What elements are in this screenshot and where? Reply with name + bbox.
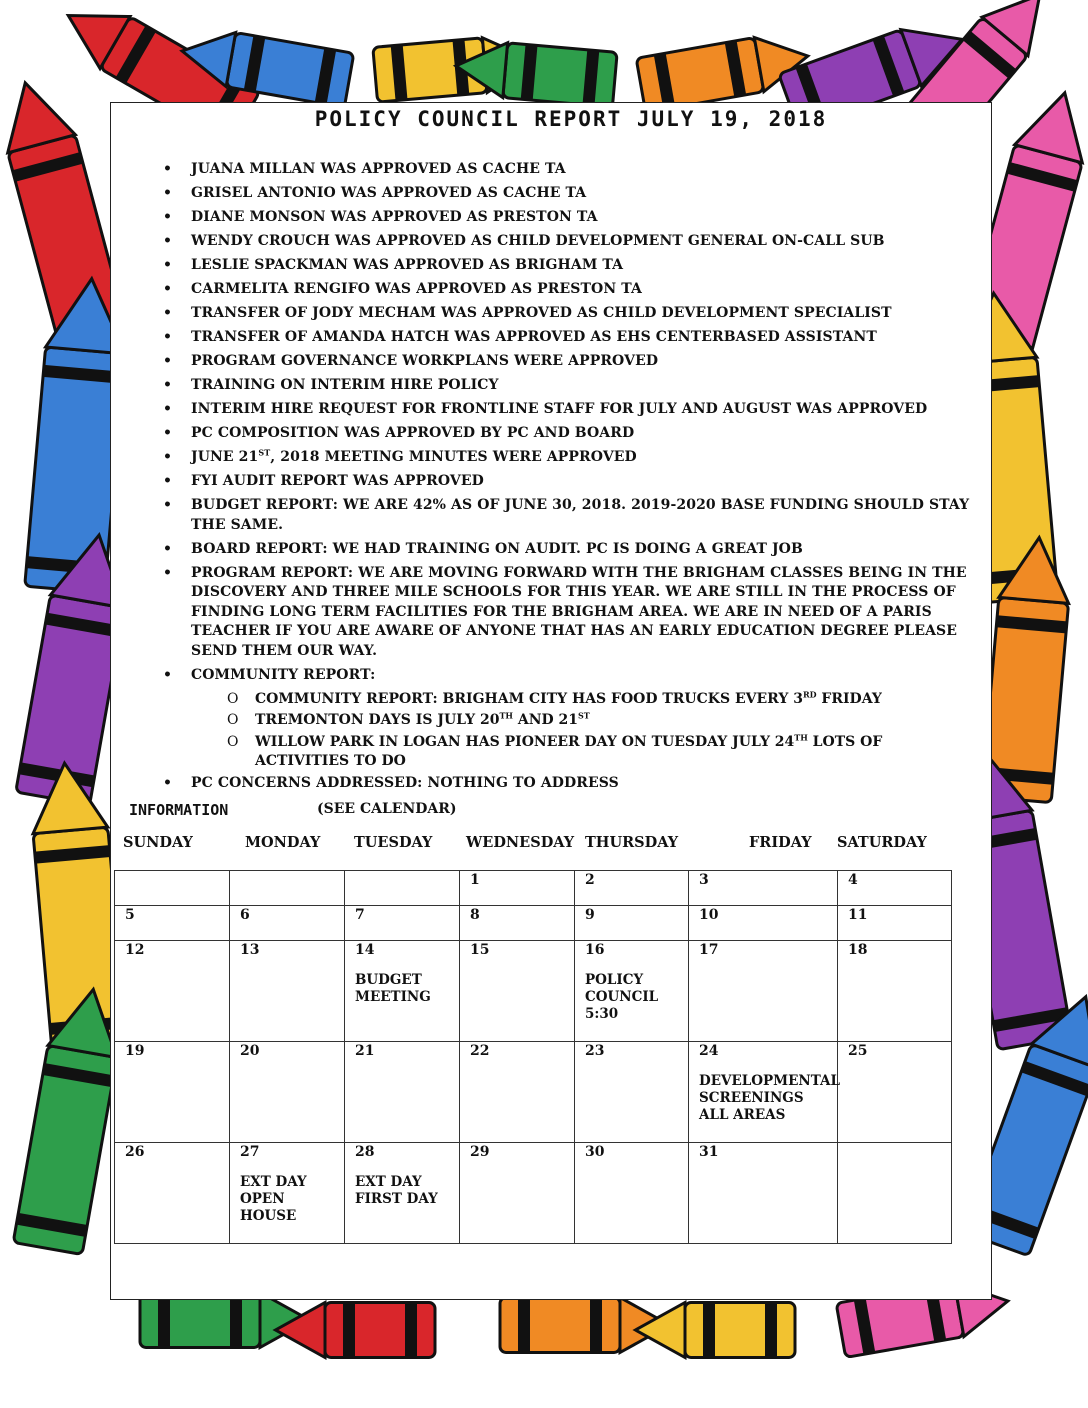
- day-number: 31: [699, 1144, 719, 1160]
- calendar-day-cell: [115, 906, 230, 941]
- bullet-icon: •: [163, 185, 173, 201]
- day-number: 25: [848, 1043, 868, 1059]
- bullet-icon: •: [163, 540, 173, 557]
- calendar-day-cell: [460, 871, 575, 906]
- calendar-event: EXT DAY FIRST DAY: [355, 1174, 438, 1207]
- bullet-icon: •: [163, 497, 173, 513]
- list-item: • TRANSFER OF AMANDA HATCH WAS APPROVED AS EHS CENTERBASED ASSISTANT: [151, 328, 981, 348]
- bullet-icon: •: [163, 401, 173, 417]
- list-item: • WENDY CROUCH WAS APPROVED AS CHILD DEVELOPMENT GENERAL ON-CALL SUB: [151, 232, 981, 252]
- bullet-icon: •: [163, 329, 173, 345]
- calendar-day-cell: [689, 1143, 838, 1244]
- crayon-shape: [636, 1303, 796, 1358]
- day-header: SUNDAY: [123, 834, 193, 851]
- day-number: 3: [699, 872, 709, 888]
- calendar-day-cell: [230, 941, 345, 1042]
- day-number: 21: [355, 1043, 375, 1059]
- list-item: • INTERIM HIRE REQUEST FOR FRONTLINE STAFF FOR JULY AND AUGUST WAS APPROVED: [151, 400, 981, 420]
- day-number: 26: [125, 1144, 145, 1160]
- calendar-day-cell: [460, 906, 575, 941]
- list-item: • PROGRAM REPORT: WE ARE MOVING FORWARD WITH THE BRIGHAM CLASSES BEING IN THE DISCOVERY AND THREE MILE SCHOOLS FOR THIS YEAR. WE ARE STILL IN THE PROCESS OF FINDING LONG TERM FACILITIES FOR THE BRIGHAM AREA. WE ARE IN NEED OF A PARIS TEACHER IF YOU ARE AWARE OF ANYONE THAT HAS AN EARLY EDUCATION DEGREE PLEASE SEND THEM OUR WAY.: [163, 564, 967, 659]
- list-item: • PC COMPOSITION WAS APPROVED BY PC AND BOARD: [151, 424, 981, 444]
- calendar-day-cell: [115, 1042, 230, 1143]
- calendar-day-cell: [838, 871, 952, 906]
- day-number: [355, 871, 459, 872]
- calendar-day-cell: [230, 871, 345, 906]
- day-number: [240, 871, 344, 872]
- day-header: MONDAY: [245, 834, 321, 851]
- calendar-day-cell: [838, 906, 952, 941]
- list-item: • LESLIE SPACKMAN WAS APPROVED AS BRIGHAM TA: [151, 256, 981, 276]
- list-item-pc-concerns: • PC CONCERNS ADDRESSED: NOTHING TO ADDRESS: [151, 774, 981, 794]
- day-number: 24: [699, 1043, 719, 1059]
- day-number: 28: [355, 1144, 375, 1160]
- day-number: 9: [585, 907, 595, 923]
- calendar-day-cell: [575, 941, 689, 1042]
- calendar-day-cell: [575, 906, 689, 941]
- calendar-day-cell: [115, 941, 230, 1042]
- calendar-day-cell: [575, 1042, 689, 1143]
- calendar-day-cell: [689, 906, 838, 941]
- bullet-icon: •: [163, 305, 173, 321]
- calendar-event: EXT DAY OPEN HOUSE: [240, 1174, 307, 1224]
- day-header: THURSDAY: [585, 834, 679, 851]
- calendar-grid: [114, 870, 952, 1244]
- day-number: 12: [125, 942, 145, 958]
- bullet-icon: •: [163, 257, 173, 273]
- list-item: • JUANA MILLAN WAS APPROVED AS CACHE TA: [151, 160, 981, 180]
- calendar-day-cell: [689, 1042, 841, 1143]
- list-item: • TRAINING ON INTERIM HIRE POLICY: [151, 376, 981, 396]
- list-item: • BUDGET REPORT: WE ARE 42% AS OF JUNE 30, 2018. 2019-2020 BASE FUNDING SHOULD STAY THE SAME.: [163, 497, 970, 533]
- day-number: 20: [240, 1043, 260, 1059]
- calendar-week: [115, 941, 952, 1042]
- calendar-day-cell: [689, 871, 838, 906]
- list-item: • CARMELITA RENGIFO WAS APPROVED AS PRESTON TA: [151, 280, 981, 300]
- calendar-day-cell: [230, 1143, 345, 1244]
- bullet-icon: •: [163, 666, 173, 683]
- calendar-day-cell: [460, 1042, 575, 1143]
- day-number: 22: [470, 1043, 490, 1059]
- day-header: SATURDAY: [837, 834, 927, 851]
- day-number: 4: [848, 872, 858, 888]
- list-item: • FYI AUDIT REPORT WAS APPROVED: [151, 472, 981, 492]
- see-calendar-note: (SEE CALENDAR): [317, 801, 457, 817]
- sub-bullet-icon: O: [227, 712, 239, 728]
- day-number: 2: [585, 872, 595, 888]
- day-number: [125, 871, 229, 872]
- sub-bullet-icon: O: [227, 690, 239, 707]
- calendar-event: POLICY COUNCIL 5:30: [585, 972, 659, 1022]
- day-number: 7: [355, 907, 365, 923]
- day-header: WEDNESDAY: [466, 834, 575, 851]
- day-number: 23: [585, 1043, 605, 1059]
- bullet-icon: •: [163, 353, 173, 369]
- day-number: 10: [699, 907, 719, 923]
- calendar-day-cell: [838, 1143, 952, 1244]
- calendar-event: BUDGET MEETING: [355, 972, 431, 1005]
- calendar-day-cell: [345, 1143, 460, 1244]
- sub-bullet-icon: O: [227, 733, 239, 750]
- bullet-icon: •: [163, 564, 173, 581]
- calendar-day-cell: [115, 1143, 230, 1244]
- community-sub-item: O TREMONTON DAYS IS JULY 20TH AND 21ST: [151, 711, 981, 731]
- calendar-day-cell: [115, 871, 230, 906]
- day-number: 6: [240, 907, 250, 923]
- information-label: INFORMATION: [129, 801, 229, 819]
- calendar-day-cell: [575, 1143, 689, 1244]
- community-sub-item: O COMMUNITY REPORT: BRIGHAM CITY HAS FOOD TRUCKS EVERY 3RD FRIDAY: [151, 690, 981, 710]
- list-item: • TRANSFER OF JODY MECHAM WAS APPROVED AS CHILD DEVELOPMENT SPECIALIST: [151, 304, 981, 324]
- calendar-week: [115, 1042, 952, 1143]
- calendar-day-cell: [838, 1042, 952, 1143]
- bullet-icon: •: [163, 161, 173, 177]
- day-number: 8: [470, 907, 480, 923]
- day-number: 14: [355, 942, 375, 958]
- crayon-shape: [276, 1303, 436, 1358]
- bullet-icon: •: [163, 377, 173, 393]
- list-item: • COMMUNITY REPORT:: [151, 666, 981, 686]
- day-number: 27: [240, 1144, 260, 1160]
- day-number: [848, 1143, 951, 1144]
- bullet-icon: •: [163, 473, 173, 489]
- calendar-event: DEVELOPMENTAL SCREENINGS ALL AREAS: [699, 1073, 841, 1123]
- calendar-day-cell: [575, 871, 689, 906]
- calendar-week: [115, 871, 952, 906]
- bullet-icon: •: [163, 774, 173, 791]
- crayon-shape: [140, 1293, 310, 1348]
- day-number: 16: [585, 942, 605, 958]
- calendar-day-cell: [460, 941, 575, 1042]
- day-number: 13: [240, 942, 260, 958]
- calendar-day-cell: [838, 941, 952, 1042]
- calendar-day-cell: [345, 871, 460, 906]
- day-number: 5: [125, 907, 135, 923]
- calendar-week: [115, 1143, 952, 1244]
- calendar-day-cell: [460, 1143, 575, 1244]
- report-page: [110, 102, 992, 1300]
- calendar-week: [115, 906, 952, 941]
- community-sub-item: O WILLOW PARK IN LOGAN HAS PIONEER DAY ON TUESDAY JULY 24TH LOTS OF ACTIVITIES TO DO: [227, 731, 883, 769]
- day-number: 1: [470, 872, 480, 888]
- bullet-icon: •: [163, 425, 173, 441]
- day-header: FRIDAY: [749, 834, 812, 851]
- list-item: • DIANE MONSON WAS APPROVED AS PRESTON TA: [151, 208, 981, 228]
- day-header: TUESDAY: [354, 834, 433, 851]
- day-number: 19: [125, 1043, 145, 1059]
- calendar-day-cell: [345, 1042, 460, 1143]
- bullet-icon: •: [163, 281, 173, 297]
- calendar-day-cell: [689, 941, 838, 1042]
- list-item: • GRISEL ANTONIO WAS APPROVED AS CACHE TA: [151, 184, 981, 204]
- calendar-day-cell: [230, 1042, 345, 1143]
- bullet-icon: •: [163, 233, 173, 249]
- day-number: 11: [848, 907, 868, 923]
- bullet-icon: •: [163, 209, 173, 225]
- calendar-day-cell: [345, 906, 460, 941]
- calendar-day-cell: [230, 906, 345, 941]
- day-number: 30: [585, 1144, 605, 1160]
- day-number: 29: [470, 1144, 490, 1160]
- bullet-icon: •: [163, 449, 173, 465]
- day-number: 15: [470, 942, 490, 958]
- page-title: POLICY COUNCIL REPORT JULY 19, 2018: [314, 107, 828, 131]
- day-number: 17: [699, 942, 719, 958]
- list-item: • PROGRAM GOVERNANCE WORKPLANS WERE APPROVED: [151, 352, 981, 372]
- list-item: • BOARD REPORT: WE HAD TRAINING ON AUDIT. PC IS DOING A GREAT JOB: [151, 540, 981, 560]
- report-items: [151, 160, 981, 798]
- calendar-day-cell: [345, 941, 460, 1042]
- list-item-june-minutes: • JUNE 21ST, 2018 MEETING MINUTES WERE APPROVED: [151, 448, 981, 468]
- day-number: 18: [848, 942, 868, 958]
